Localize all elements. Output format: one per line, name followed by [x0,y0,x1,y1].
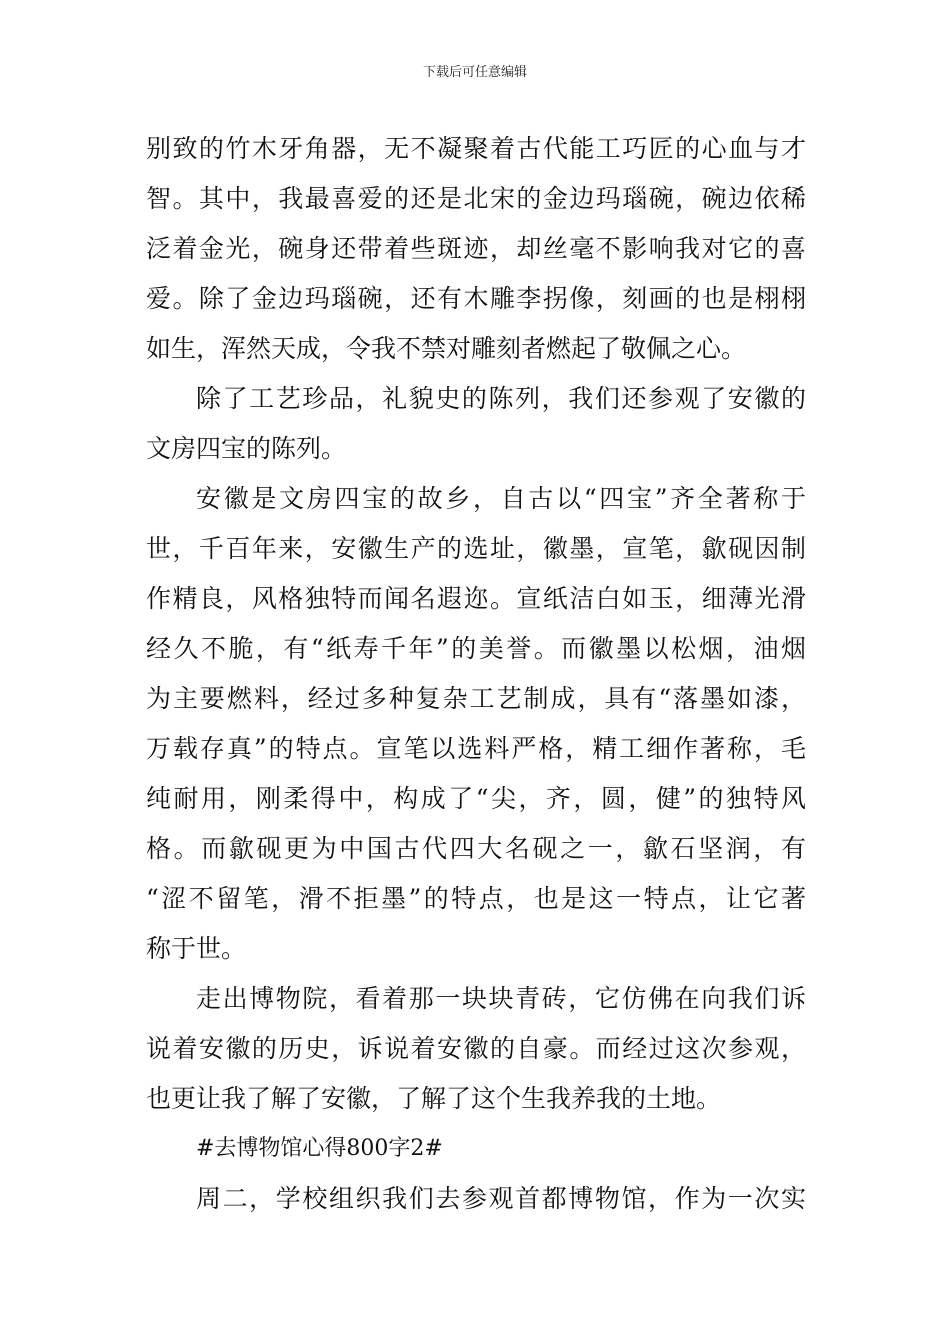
page-header: 下载后可任意编辑 [422,65,527,80]
text-line: 走出博物院，看着那一块块青砖，它仿佛在向我们诉 [196,984,806,1013]
section-heading: #去博物馆心得800字2# [196,1136,443,1161]
text-line: 爱。除了金边玛瑙碗，还有木雕李拐像，刻画的也是栩栩 [146,284,806,313]
text-line: 作精良，风格独特而闻名遐迩。宣纸洁白如玉，细薄光滑 [146,584,806,613]
text-line: 纯耐用，刚柔得中，构成了“尖，齐，圆，健”的独特风 [146,784,806,813]
text-line: 文房四宝的陈列。 [146,434,347,463]
text-line: 安徽是文房四宝的故乡，自古以“四宝”齐全著称于 [196,484,806,513]
text-line: 万载存真”的特点。宣笔以选料严格，精工细作著称，毛 [146,734,806,763]
text-line: 周二，学校组织我们去参观首都博物馆，作为一次实 [196,1184,806,1213]
text-line: 称于世。 [146,934,247,963]
text-line: 也更让我了解了安徽，了解了这个生我养我的土地。 [146,1084,722,1113]
text-line: 说着安徽的历史，诉说着安徽的自豪。而经过这次参观， [146,1034,806,1063]
text-line: 格。而歙砚更为中国古代四大名砚之一，歙石坚润，有 [146,834,806,863]
text-line: 为主要燃料，经过多种复杂工艺制成，具有“落墨如漆， [146,684,806,713]
text-line: 世，千百年来，安徽生产的选址，徽墨，宣笔，歙砚因制 [146,534,806,563]
text-line: 除了工艺珍品，礼貌史的陈列，我们还参观了安徽的 [196,384,806,413]
text-line: 经久不脆，有“纸寿千年”的美誉。而徽墨以松烟，油烟 [146,634,806,663]
text-line: “涩不留笔，滑不拒墨”的特点，也是这一特点，让它著 [146,884,806,913]
text-line: 如生，浑然天成，令我不禁对雕刻者燃起了敬佩之心。 [146,334,747,363]
text-line: 智。其中，我最喜爱的还是北宋的金边玛瑙碗，碗边依稀 [146,184,806,213]
text-line: 泛着金光，碗身还带着些斑迹，却丝毫不影响我对它的喜 [146,234,806,263]
text-line: 别致的竹木牙角器，无不凝聚着古代能工巧匠的心血与才 [146,134,806,163]
document-body [146,124,806,1224]
